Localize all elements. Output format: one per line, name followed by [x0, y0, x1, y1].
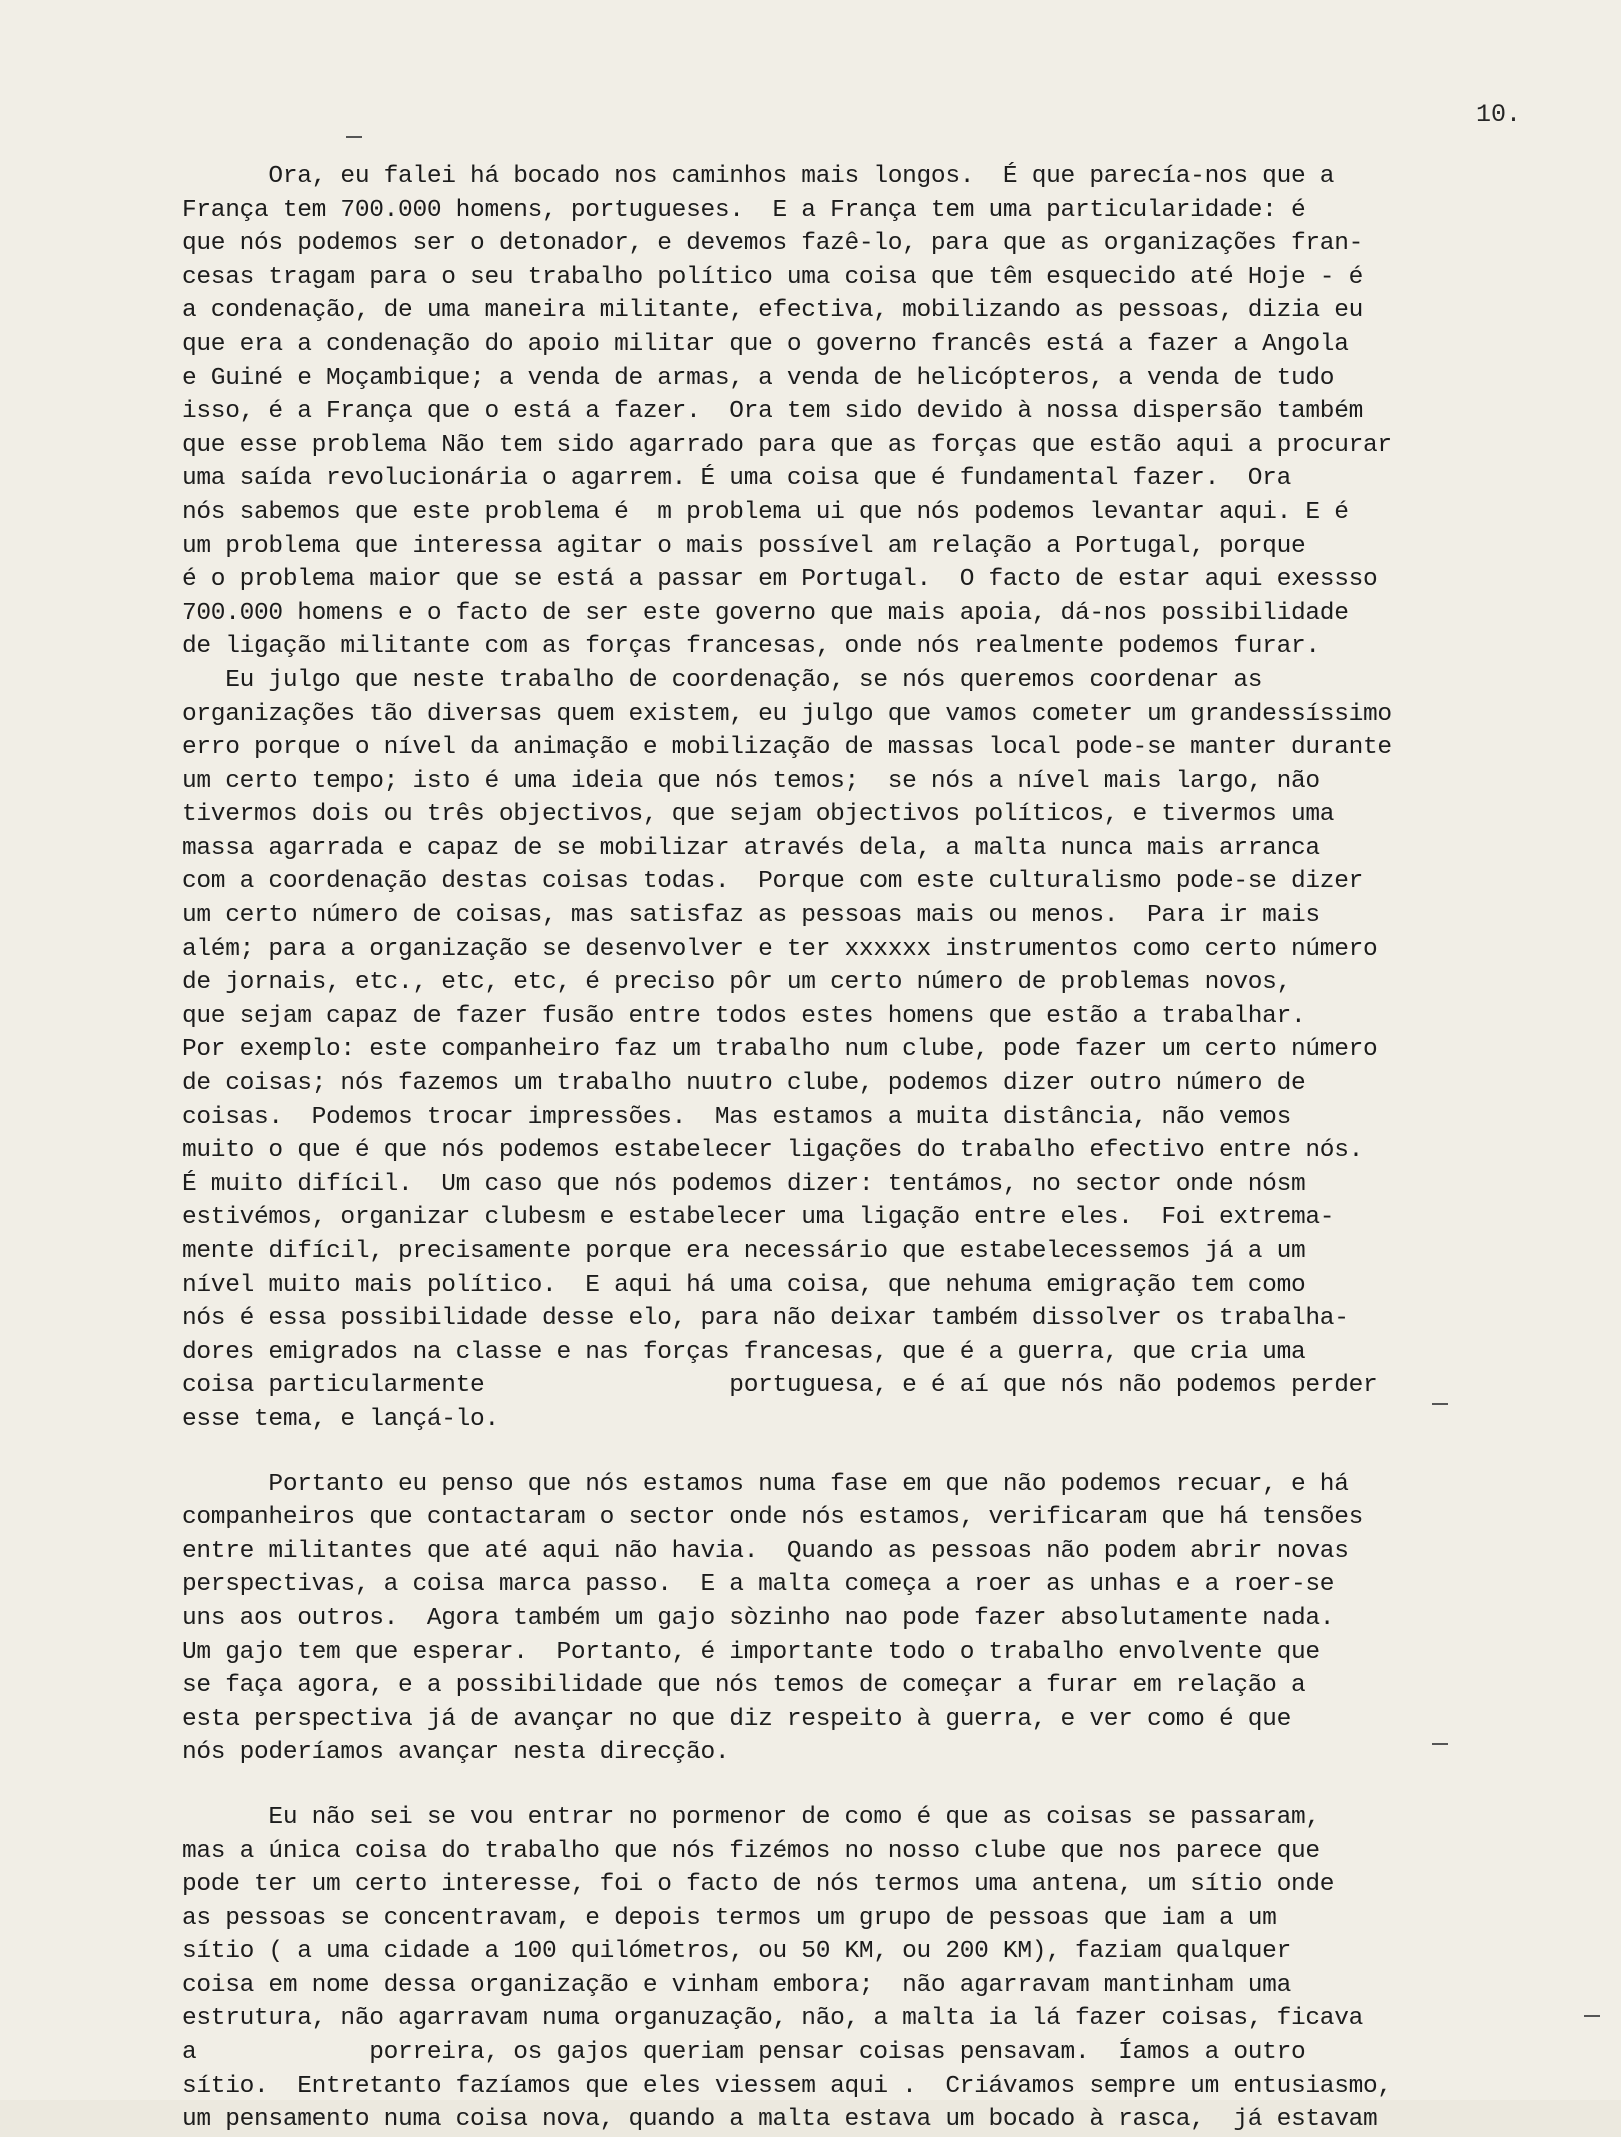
text-line: entre militantes que até aqui não havia. Quando as pessoas não podem abrir novas [182, 1537, 1349, 1565]
text-line: organizações tão diversas quem existem, eu julgo que vamos cometer um grandessíssimo [182, 700, 1392, 728]
text-line: uma saída revolucionária o agarrem. É uma coisa que é fundamental fazer. Ora [182, 465, 1291, 493]
text-line: um problema que interessa agitar o mais possível am relação a Portugal, porque [182, 532, 1306, 560]
text-line: estrutura, não agarravam numa organuzação, não, a malta ia lá fazer coisas, ficava [182, 2005, 1363, 2033]
text-line: estivémos, organizar clubesm e estabelecer uma ligação entre eles. Foi extrema- [182, 1204, 1335, 1232]
text-line: tivermos dois ou três objectivos, que sejam objectivos políticos, e tivermos uma [182, 801, 1335, 829]
text-line: que nós podemos ser o detonador, e devemos fazê-lo, para que as organizações fran- [182, 230, 1363, 258]
document-body [182, 160, 1602, 2137]
text-line: dores emigrados na classe e nas forças francesas, que é a guerra, que cria uma [182, 1338, 1306, 1366]
text-line: coisas. Podemos trocar impressões. Mas estamos a muita distância, não vemos [182, 1103, 1291, 1131]
text-line: esta perspectiva já de avançar no que diz respeito à guerra, e ver como é que [182, 1705, 1291, 1733]
text-line: sítio ( a uma cidade a 100 quilómetros, ou 50 KM, ou 200 KM), faziam qualquer [182, 1938, 1291, 1966]
paragraph-4 [182, 1801, 1602, 2137]
text-line: cesas tragam para o seu trabalho político uma coisa que têm esquecido até Hoje - é [182, 263, 1363, 291]
paragraph-1 [182, 160, 1602, 664]
text-line: pode ter um certo interesse, foi o facto de nós termos uma antena, um sítio onde [182, 1871, 1335, 1899]
text-line: nós é essa possibilidade desse elo, para não deixar também dissolver os trabalha- [182, 1305, 1349, 1333]
text-line: as pessoas se concentravam, e depois termos um grupo de pessoas que iam a um [182, 1904, 1277, 1932]
text-line: a porreira, os gajos queriam pensar coisas pensavam. Íamos a outro [182, 2039, 1306, 2067]
text-line: coisa em nome dessa organização e vinham embora; não agarravam mantinham uma [182, 1971, 1291, 1999]
text-line: Ora, eu falei há bocado nos caminhos mais longos. É que parecía-nos que a [182, 163, 1335, 190]
text-line: É muito difícil. Um caso que nós podemos dizer: tentámos, no sector onde nósm [182, 1170, 1306, 1198]
text-line: Um gajo tem que esperar. Portanto, é importante todo o trabalho envolvente que [182, 1638, 1320, 1666]
text-line: que esse problema Não tem sido agarrado para que as forças que estão aqui a procurar [182, 431, 1392, 459]
text-line: Portanto eu penso que nós estamos numa fase em que não podemos recuar, e há [182, 1470, 1349, 1498]
text-line: que era a condenação do apoio militar que o governo francês está a fazer a Angola [182, 330, 1349, 358]
text-line: muito o que é que nós podemos estabelecer ligações do trabalho efectivo entre nós. [182, 1137, 1363, 1165]
page-number: 10. [1476, 100, 1522, 129]
text-line: de jornais, etc., etc, etc, é preciso pôr um certo número de problemas novos, [182, 969, 1291, 997]
text-line: massa agarrada e capaz de se mobilizar através dela, a malta nunca mais arranca [182, 834, 1320, 862]
text-line: mente difícil, precisamente porque era necessário que estabelecessemos já a um [182, 1238, 1306, 1265]
text-line: que sejam capaz de fazer fusão entre todos estes homens que estão a trabalhar. [182, 1002, 1306, 1030]
text-line: isso, é a França que o está a fazer. Ora tem sido devido à nossa dispersão também [182, 398, 1363, 426]
text-line: Por exemplo: este companheiro faz um trabalho num clube, pode fazer um certo número [182, 1036, 1378, 1064]
text-line: França tem 700.000 homens, portugueses. E a França tem uma particularidade: é [182, 196, 1306, 224]
text-line: nível muito mais político. E aqui há uma coisa, que nehuma emigração tem como [182, 1271, 1306, 1299]
text-line: Eu não sei se vou entrar no pormenor de como é que as coisas se passaram, [182, 1803, 1320, 1831]
text-line: a condenação, de uma maneira militante, efectiva, mobilizando as pessoas, dizia eu [182, 297, 1363, 325]
text-line: uns aos outros. Agora também um gajo sòzinho nao pode fazer absolutamente nada. [182, 1604, 1335, 1632]
text-line: com a coordenação destas coisas todas. Porque com este culturalismo pode-se dizer [182, 868, 1363, 896]
paragraph-3 [182, 1468, 1602, 1770]
text-line: um certo tempo; isto é uma ideia que nós temos; se nós a nível mais largo, não [182, 767, 1320, 795]
text-line: um pensamento numa coisa nova, quando a malta estava um bocado à rasca, já estavam [182, 2106, 1378, 2134]
text-line: sítio. Entretanto fazíamos que eles viessem aqui . Criávamos sempre um entusiasmo, [182, 2072, 1392, 2100]
text-line: perspectivas, a coisa marca passo. E a malta começa a roer as unhas e a roer-se [182, 1571, 1335, 1599]
text-line: é o problema maior que se está a passar em Portugal. O facto de estar aqui exessso [182, 566, 1378, 594]
text-line: erro porque o nível da animação e mobilização de massas local pode-se manter durante [182, 734, 1392, 762]
text-line: e Guiné e Moçambique; a venda de armas, a venda de helicópteros, a venda de tudo [182, 364, 1335, 392]
text-line: coisa particularmente portuguesa, e é aí que nós não podemos perder [182, 1372, 1378, 1400]
text-line: Eu julgo que neste trabalho de coordenação, se nós queremos coordenar as [182, 666, 1263, 694]
paragraph-2 [182, 664, 1602, 1437]
text-line: além; para a organização se desenvolver e ter xxxxxx instrumentos como certo número [182, 935, 1378, 963]
text-line: 700.000 homens e o facto de ser este governo que mais apoia, dá-nos possibilidade [182, 599, 1349, 627]
text-line: esse tema, e lançá-lo. [182, 1405, 499, 1433]
text-line: mas a única coisa do trabalho que nós fizémos no nosso clube que nos parece que [182, 1837, 1320, 1865]
text-line: nós poderíamos avançar nesta direcção. [182, 1739, 730, 1767]
text-line: nós sabemos que este problema é m problema ui que nós podemos levantar aqui. E é [182, 498, 1349, 526]
text-line: de ligação militante com as forças francesas, onde nós realmente podemos furar. [182, 633, 1320, 661]
margin-mark [346, 136, 362, 138]
text-line: um certo número de coisas, mas satisfaz as pessoas mais ou menos. Para ir mais [182, 902, 1320, 930]
text-line: de coisas; nós fazemos um trabalho nuutro clube, podemos dizer outro número de [182, 1070, 1306, 1098]
text-line: se faça agora, e a possibilidade que nós temos de começar a furar em relação a [182, 1672, 1306, 1700]
text-line: companheiros que contactaram o sector onde nós estamos, verificaram que há tensões [182, 1504, 1363, 1532]
